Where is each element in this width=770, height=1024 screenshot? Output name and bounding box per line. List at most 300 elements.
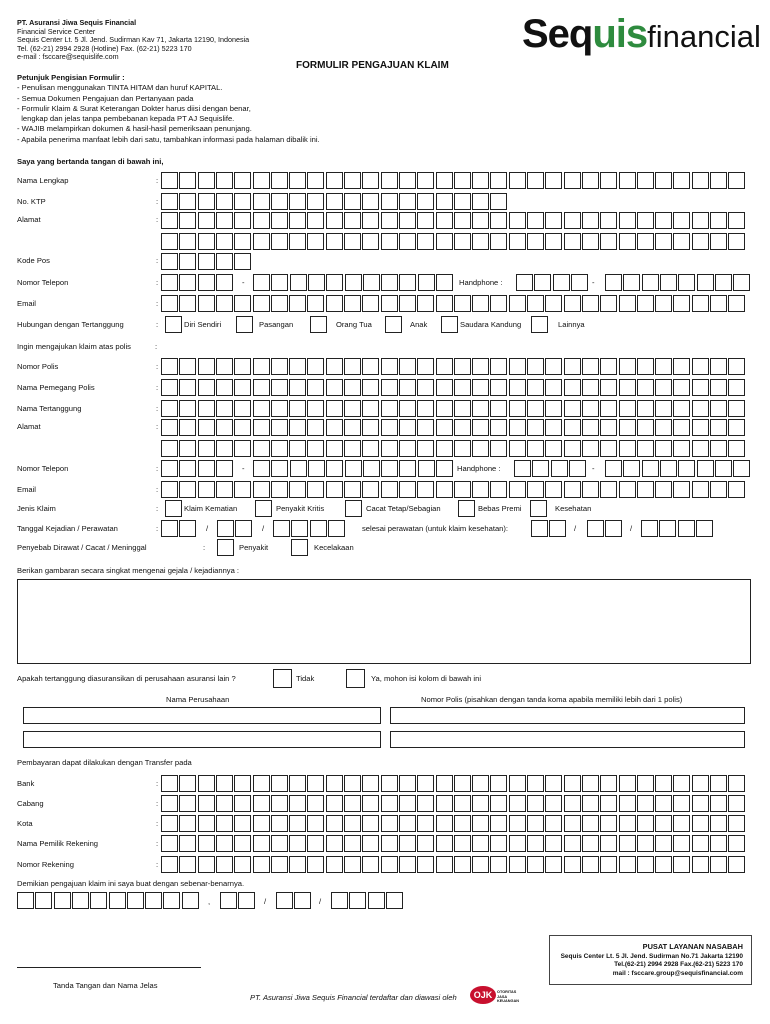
signature-line[interactable] [17,967,201,968]
policy-address-line-2-cell[interactable] [710,440,727,457]
branch-cell[interactable] [253,795,270,812]
policy-address-line-2-cell[interactable] [436,440,453,457]
policy-holder-cell[interactable] [179,379,196,396]
account-owner-cell[interactable] [161,835,178,852]
policy-address-line-1-cell[interactable] [179,419,196,436]
policy-address-line-1-cell[interactable] [582,419,599,436]
claim-waiver-checkbox[interactable] [458,500,475,517]
city-cell[interactable] [710,815,727,832]
policy-holder-cell[interactable] [472,379,489,396]
city-cell[interactable] [490,815,507,832]
bank-cell[interactable] [399,775,416,792]
email-cell[interactable] [527,295,544,312]
branch-cell[interactable] [728,795,745,812]
branch-cell[interactable] [619,795,636,812]
event-day-cell[interactable] [179,520,196,537]
address-line-1-cell[interactable] [509,212,526,229]
ktp-cell[interactable] [271,193,288,210]
phone-area-cell[interactable] [161,274,178,291]
policy-address-line-2-cell[interactable] [509,440,526,457]
address-line-1-cell[interactable] [161,212,178,229]
handphone-number-cell[interactable] [715,274,732,291]
bank-cell[interactable] [490,775,507,792]
policy-holder-cell[interactable] [198,379,215,396]
policy-address-line-2-cell[interactable] [381,440,398,457]
end-year-cell[interactable] [641,520,658,537]
policy-handphone-number-cell[interactable] [715,460,732,477]
other-company-input-1[interactable] [23,707,381,724]
email-cell[interactable] [509,295,526,312]
address-line-1-cell[interactable] [527,212,544,229]
account-number-cell[interactable] [381,856,398,873]
policy-address-line-2-cell[interactable] [399,440,416,457]
policy-phone-number-cell[interactable] [363,460,380,477]
branch-cell[interactable] [472,795,489,812]
policy-email-cell[interactable] [490,481,507,498]
relation-other-checkbox[interactable] [531,316,548,333]
end-day-cell[interactable] [531,520,548,537]
full-name-cell[interactable] [490,172,507,189]
branch-cell[interactable] [198,795,215,812]
bank-cell[interactable] [454,775,471,792]
insured-name-cell[interactable] [307,400,324,417]
handphone-number-cell[interactable] [678,274,695,291]
full-name-cell[interactable] [399,172,416,189]
ktp-cell[interactable] [179,193,196,210]
postal-code-cell[interactable] [161,253,178,270]
full-name-cell[interactable] [582,172,599,189]
sign-place-cell[interactable] [17,892,34,909]
policy-address-line-1-cell[interactable] [564,419,581,436]
email-cell[interactable] [307,295,324,312]
policy-holder-cell[interactable] [710,379,727,396]
email-cell[interactable] [161,295,178,312]
address-line-2-cell[interactable] [216,233,233,250]
email-cell[interactable] [619,295,636,312]
handphone-number-cell[interactable] [623,274,640,291]
email-cell[interactable] [253,295,270,312]
handphone-number-cell[interactable] [605,274,622,291]
policy-email-cell[interactable] [454,481,471,498]
policy-holder-cell[interactable] [216,379,233,396]
policy-number-cell[interactable] [454,358,471,375]
policy-holder-cell[interactable] [582,379,599,396]
policy-address-line-2-cell[interactable] [454,440,471,457]
email-cell[interactable] [344,295,361,312]
policy-number-cell[interactable] [619,358,636,375]
event-year-cell[interactable] [291,520,308,537]
full-name-cell[interactable] [619,172,636,189]
branch-cell[interactable] [582,795,599,812]
phone-number-cell[interactable] [436,274,453,291]
branch-cell[interactable] [545,795,562,812]
full-name-cell[interactable] [710,172,727,189]
policy-holder-cell[interactable] [692,379,709,396]
policy-address-line-1-cell[interactable] [381,419,398,436]
policy-number-cell[interactable] [161,358,178,375]
branch-cell[interactable] [161,795,178,812]
policy-holder-cell[interactable] [326,379,343,396]
policy-address-line-1-cell[interactable] [472,419,489,436]
policy-holder-cell[interactable] [161,379,178,396]
sign-place-cell[interactable] [109,892,126,909]
branch-cell[interactable] [637,795,654,812]
address-line-1-cell[interactable] [454,212,471,229]
policy-phone-area-cell[interactable] [179,460,196,477]
account-owner-cell[interactable] [381,835,398,852]
account-owner-cell[interactable] [198,835,215,852]
insured-name-cell[interactable] [545,400,562,417]
full-name-cell[interactable] [253,172,270,189]
policy-phone-area-cell[interactable] [198,460,215,477]
account-owner-cell[interactable] [509,835,526,852]
address-line-1-cell[interactable] [728,212,745,229]
claim-death-checkbox[interactable] [165,500,182,517]
policy-address-line-1-cell[interactable] [234,419,251,436]
other-insurance-no-checkbox[interactable] [273,669,292,688]
email-cell[interactable] [326,295,343,312]
address-line-2-cell[interactable] [728,233,745,250]
ktp-cell[interactable] [417,193,434,210]
policy-address-line-1-cell[interactable] [509,419,526,436]
ktp-cell[interactable] [490,193,507,210]
account-number-cell[interactable] [454,856,471,873]
insured-name-cell[interactable] [216,400,233,417]
city-cell[interactable] [673,815,690,832]
policy-address-line-1-cell[interactable] [399,419,416,436]
address-line-2-cell[interactable] [179,233,196,250]
policy-address-line-1-cell[interactable] [655,419,672,436]
policy-holder-cell[interactable] [253,379,270,396]
account-number-cell[interactable] [673,856,690,873]
insured-name-cell[interactable] [692,400,709,417]
policy-address-line-1-cell[interactable] [436,419,453,436]
policy-holder-cell[interactable] [381,379,398,396]
policy-email-cell[interactable] [472,481,489,498]
policy-address-line-2-cell[interactable] [692,440,709,457]
policy-address-line-2-cell[interactable] [289,440,306,457]
policy-email-cell[interactable] [179,481,196,498]
email-cell[interactable] [234,295,251,312]
account-owner-cell[interactable] [582,835,599,852]
address-line-1-cell[interactable] [637,212,654,229]
sign-year-cell[interactable] [368,892,385,909]
full-name-cell[interactable] [673,172,690,189]
address-line-2-cell[interactable] [509,233,526,250]
city-cell[interactable] [637,815,654,832]
branch-cell[interactable] [399,795,416,812]
account-number-cell[interactable] [417,856,434,873]
email-cell[interactable] [362,295,379,312]
handphone-number-cell[interactable] [642,274,659,291]
branch-cell[interactable] [307,795,324,812]
bank-cell[interactable] [637,775,654,792]
handphone-prefix-cell[interactable] [516,274,533,291]
address-line-2-cell[interactable] [564,233,581,250]
policy-handphone-prefix-cell[interactable] [551,460,568,477]
address-line-1-cell[interactable] [436,212,453,229]
policy-address-line-1-cell[interactable] [326,419,343,436]
account-owner-cell[interactable] [600,835,617,852]
sign-place-cell[interactable] [54,892,71,909]
insured-name-cell[interactable] [564,400,581,417]
full-name-cell[interactable] [234,172,251,189]
insured-name-cell[interactable] [362,400,379,417]
city-cell[interactable] [344,815,361,832]
policy-address-line-2-cell[interactable] [673,440,690,457]
policy-number-cell[interactable] [655,358,672,375]
city-cell[interactable] [307,815,324,832]
full-name-cell[interactable] [326,172,343,189]
email-cell[interactable] [436,295,453,312]
address-line-1-cell[interactable] [472,212,489,229]
policy-address-line-2-cell[interactable] [527,440,544,457]
full-name-cell[interactable] [728,172,745,189]
policy-address-line-1-cell[interactable] [527,419,544,436]
end-year-cell[interactable] [678,520,695,537]
sign-place-cell[interactable] [90,892,107,909]
branch-cell[interactable] [673,795,690,812]
bank-cell[interactable] [527,775,544,792]
policy-phone-area-cell[interactable] [216,460,233,477]
event-year-cell[interactable] [310,520,327,537]
branch-cell[interactable] [216,795,233,812]
address-line-1-cell[interactable] [271,212,288,229]
policy-address-line-1-cell[interactable] [545,419,562,436]
email-cell[interactable] [198,295,215,312]
policy-holder-cell[interactable] [637,379,654,396]
policy-address-line-1-cell[interactable] [490,419,507,436]
account-number-cell[interactable] [399,856,416,873]
account-owner-cell[interactable] [326,835,343,852]
city-cell[interactable] [253,815,270,832]
account-number-cell[interactable] [289,856,306,873]
account-number-cell[interactable] [637,856,654,873]
policy-email-cell[interactable] [198,481,215,498]
branch-cell[interactable] [655,795,672,812]
bank-cell[interactable] [710,775,727,792]
policy-email-cell[interactable] [161,481,178,498]
ktp-cell[interactable] [289,193,306,210]
city-cell[interactable] [179,815,196,832]
account-owner-cell[interactable] [179,835,196,852]
event-month-cell[interactable] [235,520,252,537]
address-line-1-cell[interactable] [234,212,251,229]
branch-cell[interactable] [289,795,306,812]
account-number-cell[interactable] [600,856,617,873]
end-year-cell[interactable] [659,520,676,537]
policy-phone-area-cell[interactable] [161,460,178,477]
relation-parent-checkbox[interactable] [310,316,327,333]
policy-address-line-2-cell[interactable] [564,440,581,457]
policy-address-line-1-cell[interactable] [344,419,361,436]
policy-email-cell[interactable] [253,481,270,498]
policy-address-line-2-cell[interactable] [728,440,745,457]
policy-address-line-2-cell[interactable] [326,440,343,457]
ktp-cell[interactable] [198,193,215,210]
policy-email-cell[interactable] [271,481,288,498]
policy-email-cell[interactable] [289,481,306,498]
city-cell[interactable] [692,815,709,832]
policy-email-cell[interactable] [417,481,434,498]
bank-cell[interactable] [692,775,709,792]
sign-year-cell[interactable] [386,892,403,909]
policy-email-cell[interactable] [673,481,690,498]
sign-day-cell[interactable] [238,892,255,909]
city-cell[interactable] [362,815,379,832]
email-cell[interactable] [381,295,398,312]
address-line-2-cell[interactable] [289,233,306,250]
policy-number-cell[interactable] [344,358,361,375]
bank-cell[interactable] [198,775,215,792]
bank-cell[interactable] [289,775,306,792]
policy-phone-number-cell[interactable] [326,460,343,477]
postal-code-cell[interactable] [198,253,215,270]
insured-name-cell[interactable] [600,400,617,417]
policy-holder-cell[interactable] [454,379,471,396]
full-name-cell[interactable] [655,172,672,189]
policy-address-line-2-cell[interactable] [545,440,562,457]
bank-cell[interactable] [673,775,690,792]
account-owner-cell[interactable] [436,835,453,852]
insured-name-cell[interactable] [673,400,690,417]
insured-name-cell[interactable] [289,400,306,417]
policy-address-line-1-cell[interactable] [637,419,654,436]
insured-name-cell[interactable] [344,400,361,417]
account-number-cell[interactable] [253,856,270,873]
handphone-prefix-cell[interactable] [571,274,588,291]
policy-handphone-number-cell[interactable] [623,460,640,477]
postal-code-cell[interactable] [179,253,196,270]
address-line-1-cell[interactable] [289,212,306,229]
relation-child-checkbox[interactable] [385,316,402,333]
policy-address-line-2-cell[interactable] [637,440,654,457]
policy-address-line-2-cell[interactable] [344,440,361,457]
bank-cell[interactable] [509,775,526,792]
account-owner-cell[interactable] [344,835,361,852]
insured-name-cell[interactable] [527,400,544,417]
address-line-1-cell[interactable] [600,212,617,229]
city-cell[interactable] [509,815,526,832]
branch-cell[interactable] [564,795,581,812]
bank-cell[interactable] [326,775,343,792]
address-line-1-cell[interactable] [399,212,416,229]
insured-name-cell[interactable] [619,400,636,417]
account-number-cell[interactable] [271,856,288,873]
city-cell[interactable] [454,815,471,832]
full-name-cell[interactable] [289,172,306,189]
city-cell[interactable] [399,815,416,832]
account-number-cell[interactable] [509,856,526,873]
account-owner-cell[interactable] [253,835,270,852]
account-owner-cell[interactable] [307,835,324,852]
bank-cell[interactable] [619,775,636,792]
branch-cell[interactable] [234,795,251,812]
bank-cell[interactable] [179,775,196,792]
ktp-cell[interactable] [436,193,453,210]
insured-name-cell[interactable] [234,400,251,417]
address-line-1-cell[interactable] [564,212,581,229]
account-number-cell[interactable] [326,856,343,873]
policy-address-line-1-cell[interactable] [619,419,636,436]
full-name-cell[interactable] [307,172,324,189]
branch-cell[interactable] [344,795,361,812]
full-name-cell[interactable] [216,172,233,189]
branch-cell[interactable] [600,795,617,812]
sign-month-cell[interactable] [276,892,293,909]
address-line-1-cell[interactable] [344,212,361,229]
policy-address-line-2-cell[interactable] [307,440,324,457]
policy-holder-cell[interactable] [234,379,251,396]
policy-address-line-1-cell[interactable] [216,419,233,436]
address-line-1-cell[interactable] [198,212,215,229]
account-number-cell[interactable] [582,856,599,873]
other-company-input-2[interactable] [23,731,381,748]
policy-address-line-2-cell[interactable] [253,440,270,457]
address-line-2-cell[interactable] [692,233,709,250]
policy-number-cell[interactable] [179,358,196,375]
address-line-1-cell[interactable] [326,212,343,229]
city-cell[interactable] [326,815,343,832]
city-cell[interactable] [582,815,599,832]
policy-holder-cell[interactable] [564,379,581,396]
city-cell[interactable] [381,815,398,832]
address-line-2-cell[interactable] [637,233,654,250]
insured-name-cell[interactable] [472,400,489,417]
address-line-2-cell[interactable] [234,233,251,250]
policy-holder-cell[interactable] [728,379,745,396]
email-cell[interactable] [179,295,196,312]
policy-number-cell[interactable] [637,358,654,375]
account-owner-cell[interactable] [692,835,709,852]
email-cell[interactable] [399,295,416,312]
sign-place-cell[interactable] [182,892,199,909]
phone-number-cell[interactable] [308,274,325,291]
email-cell[interactable] [545,295,562,312]
address-line-1-cell[interactable] [253,212,270,229]
full-name-cell[interactable] [600,172,617,189]
email-cell[interactable] [728,295,745,312]
policy-phone-number-cell[interactable] [290,460,307,477]
policy-address-line-1-cell[interactable] [710,419,727,436]
policy-email-cell[interactable] [399,481,416,498]
account-number-cell[interactable] [307,856,324,873]
policy-phone-number-cell[interactable] [399,460,416,477]
other-policy-input-2[interactable] [390,731,745,748]
ktp-cell[interactable] [307,193,324,210]
policy-email-cell[interactable] [381,481,398,498]
insured-name-cell[interactable] [326,400,343,417]
address-line-1-cell[interactable] [582,212,599,229]
policy-address-line-1-cell[interactable] [454,419,471,436]
handphone-number-cell[interactable] [660,274,677,291]
city-cell[interactable] [564,815,581,832]
phone-number-cell[interactable] [399,274,416,291]
policy-phone-number-cell[interactable] [308,460,325,477]
address-line-2-cell[interactable] [472,233,489,250]
full-name-cell[interactable] [179,172,196,189]
address-line-2-cell[interactable] [399,233,416,250]
policy-handphone-number-cell[interactable] [605,460,622,477]
sign-year-cell[interactable] [349,892,366,909]
relation-sibling-checkbox[interactable] [441,316,458,333]
email-cell[interactable] [582,295,599,312]
bank-cell[interactable] [545,775,562,792]
policy-address-line-1-cell[interactable] [307,419,324,436]
address-line-1-cell[interactable] [307,212,324,229]
sign-month-cell[interactable] [294,892,311,909]
full-name-cell[interactable] [271,172,288,189]
